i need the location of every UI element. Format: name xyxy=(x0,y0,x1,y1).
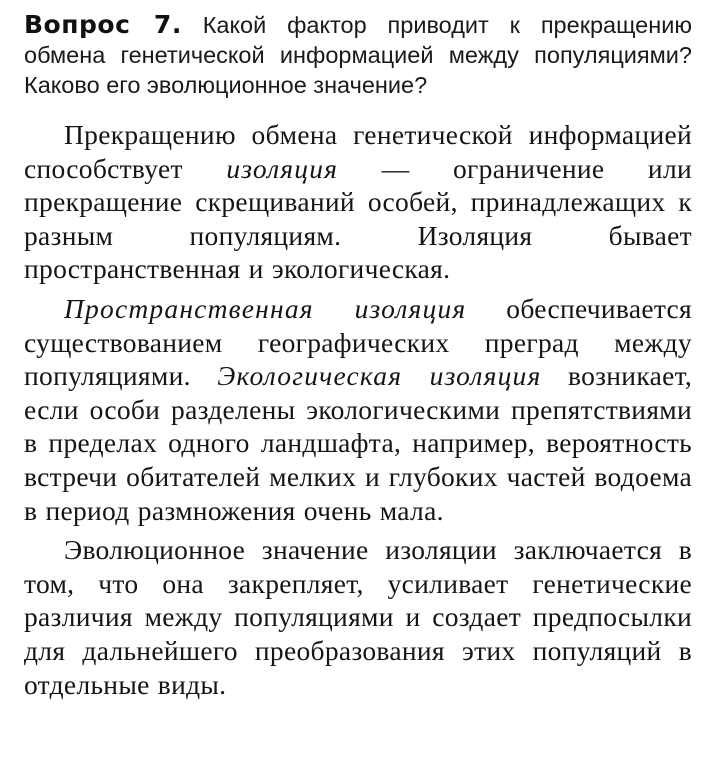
answer-p2-text-2: возникает, если особи разделены экологическими препятствиями в пределах одного ландшафта, например, вероятность встречи обитателей мелких и глубоких частей водоема в период размножения очень мала. xyxy=(24,360,693,526)
answer-p1-before: Прекращению обмена генетической информацией способствует xyxy=(24,119,692,184)
answer-paragraph-2 xyxy=(24,292,692,527)
answer-paragraph-1 xyxy=(24,118,692,286)
question-block xyxy=(24,10,692,100)
answer-block xyxy=(24,118,692,701)
answer-p3-text: Эволюционное значение изоляции заключается в том, что она закрепляет, усиливает генетические различия между популяциями и создает предпосылки для дальнейшего преобразования этих популяций в отдельные виды. xyxy=(24,534,692,700)
answer-p1-after: — ограничение или прекращение скрещиваний особей, принадлежащих к разным популяциям. Изоляция бывает пространственная и экологическая. xyxy=(24,152,692,285)
question-label: Вопрос 7. xyxy=(24,10,182,39)
term-isolation: изоляция xyxy=(226,152,339,184)
question-text: Какой фактор приводит к прекращению обмена генетической информацией между популяциями? Каково его эволюционное значение? xyxy=(24,12,692,98)
term-ecological-isolation: Экологическая изоляция xyxy=(217,360,542,392)
answer-p2-text-1: обеспечивается существованием географических преград между популяциями. xyxy=(24,292,692,392)
answer-paragraph-3 xyxy=(24,533,692,701)
term-spatial-isolation: Пространственная изоляция xyxy=(64,292,467,324)
textbook-page xyxy=(24,10,692,707)
